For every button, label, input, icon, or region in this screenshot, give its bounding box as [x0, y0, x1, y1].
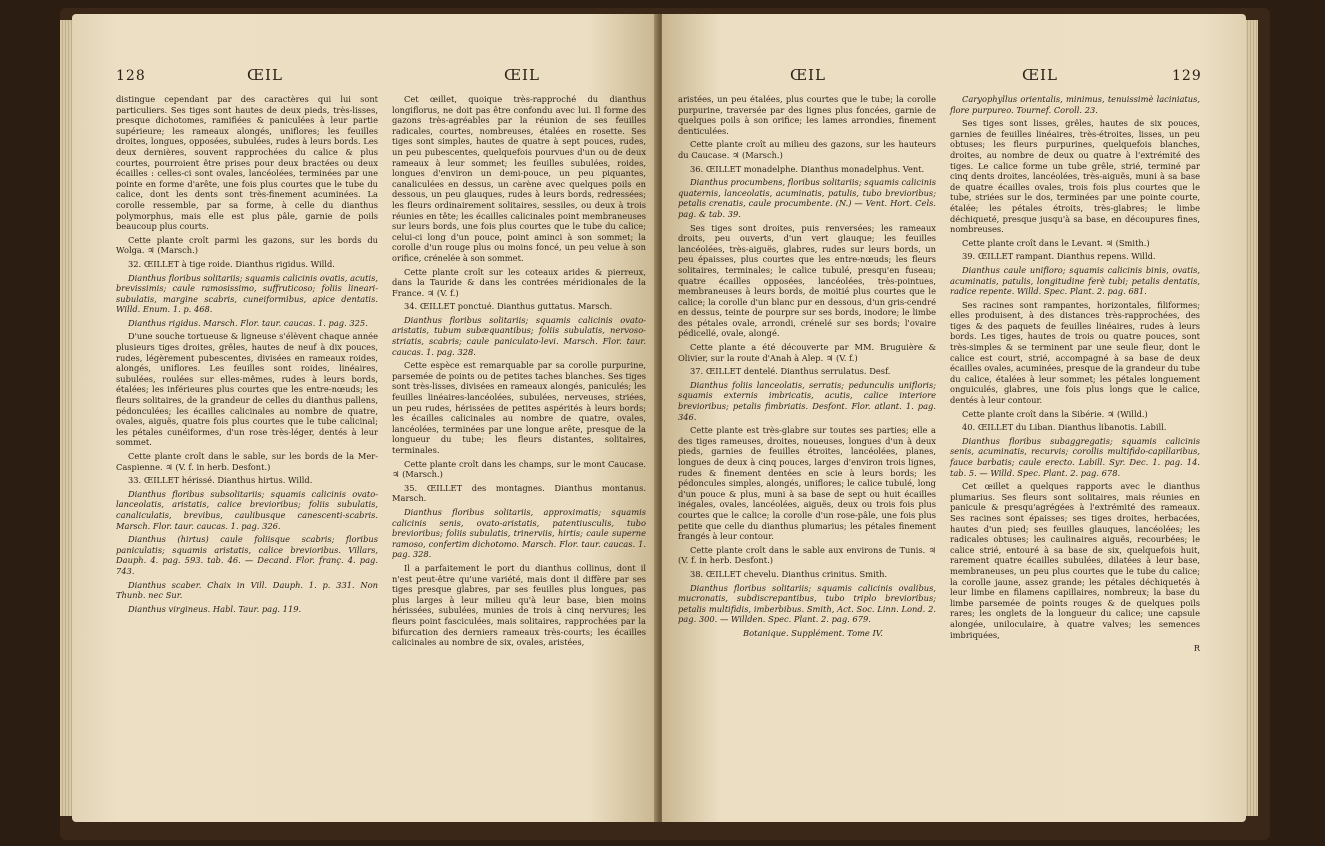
entry-heading: 33. ŒILLET hérissé. Dianthus hirtus. Willd.	[128, 475, 313, 486]
latin-diagnosis: Dianthus floribus solitariis; squamis calicinis ovato-aristatis, tubum subæquantibus; foliis subulatis, nervoso-striatis, scabris; caule paniculato-levi. Marsch. Flor. taur. caucas. 1. pag. 328.	[392, 314, 646, 357]
paragraph: Ses racines sont rampantes, horizontales, filiformes; elles produisent, à des distances très-rapprochées, des tiges & des paquets de feuilles linéaires, rudes à leurs bords. Les tiges, hautes de trois ou quatre pouces, sont très-simples & se terminent par une seule fleur, dont le calice est court, strié, accompagné à sa base de deux écailles ovales, acuminées, presque de la grandeur du tube du calice, étalées à leur sommet; les pétales longuement onguiculés, glabres, une fois plus longs que le calice, dentés à leur contour.	[950, 299, 1200, 406]
entry-heading: 39. ŒILLET rampant. Dianthus repens. Willd.	[962, 251, 1156, 262]
synonym: Dianthus scaber. Chaix in Vill. Dauph. 1. p. 331. Non Thunb. nec Sur.	[116, 579, 378, 601]
paragraph: Cette plante est très-glabre sur toutes ses parties; elle a des tiges rameuses, droites, noueuses, longues d'un à deux pieds, garnies de feuilles étroites, lancéolées, planes, longues de deux à cinq pouces, larges d'environ trois lignes, rudes & finement dentées en scie à leurs bords; les pédoncules simples, alongés, uniflores; le calice tubulé, long d'un pouce & plus, muni à sa base de sept ou huit écailles inégales, ovales, lancéolées, aiguës, deux ou trois fois plus courtes que le calice; la corolle d'un rose-pâle, une fois plus petite que celle du dianthus plumarius; les pétales finement frangés à leur contour.	[678, 425, 936, 542]
paragraph: Cette plante croît dans le sable, sur les bords de la Mer-Caspienne. ♃ (V. f. in herb. Desfont.)	[116, 451, 378, 472]
paragraph: Ses tiges sont lisses, grêles, hautes de six pouces, garnies de feuilles linéaires, très-étroites, lisses, un peu obtuses; les fleurs purpurines, quelquefois blanches, droites, au nombre de deux ou quatre à l'extrémité des tiges. Le calice forme un tube grêle, strié, terminé par cinq dents droites, lancéolées, très-aiguës, muni à sa base de quatre écailles ovales, trois fois plus courtes que le tube, striées sur le dos, terminées par une pointe courte, étalée; les pétales étroits, très-glabres; le limbe déchiqueté, presque jusqu'à sa base, en découpures fines, nombreuses.	[950, 118, 1200, 235]
paragraph: Cette plante croît dans le sable aux environs de Tunis. ♃ (V. f. in herb. Desfont.)	[678, 544, 936, 566]
entry-heading: 35. ŒILLET des montagnes. Dianthus montanus. Marsch.	[392, 482, 646, 504]
latin-diagnosis: Dianthus caule unifloro; squamis calicinis binis, ovatis, acuminatis, patulis, longitudine ferè tubi; petalis dentatis, radice repente. Willd. Spec. Plant. 2. pag. 681.	[950, 264, 1200, 297]
left-column-2	[392, 94, 646, 651]
paragraph: Cette plante croît dans les champs, sur le mont Caucase. ♃ (Marsch.)	[392, 458, 646, 480]
latin-diagnosis: Dianthus floribus subaggregatis; squamis calicinis senis, acuminatis, recurvis; corollis multifido-capillaribus, fauce barbatis; caule erecto. Labill. Syr. Dec. 1. pag. 14. tab. 5. — Willd. Spec. Plant. 2. pag. 678.	[950, 435, 1200, 478]
synonym: Dianthus (hirtus) caule foliisque scabris; floribus paniculatis; squamis aristatis, calice brevioribus. Villars, Dauph. 4. pag. 593. tab. 46. — Decand. Flor. franç. 4. pag. 743.	[116, 534, 378, 576]
latin-diagnosis: Dianthus floribus solitariis, approximatis; squamis calicinis senis, ovato-aristatis, patentiusculis, tubo brevioribus; foliis subulatis, trinerviis, hirtis; caule superne ramoso, confertim dichotomo. Marsch. Flor. taur. caucas. 1. pag. 328.	[392, 506, 646, 560]
synonym: Dianthus rigidus. Marsch. Flor. taur. caucas. 1. pag. 325.	[128, 317, 368, 328]
latin-diagnosis: Dianthus foliis lanceolatis, serratis; pedunculis unifloris; squamis externis imbricatis, acutis, calice interiore brevioribus; petalis fimbriatis. Desfont. Flor. atlant. 1. pag. 346.	[678, 379, 936, 422]
paragraph: Cette plante croît au milieu des gazons, sur les hauteurs du Caucase. ♃ (Marsch.)	[678, 139, 936, 160]
paragraph: D'une souche tortueuse & ligneuse s'élèvent chaque année plusieurs tiges droites, grêles, hautes de neuf à dix pouces, rudes, légèrement pubescentes, divisées en rameaux roides, alongés, uniflores. Les feuilles sont roides, linéaires, subulées, roulées sur elles-mêmes, rudes à leurs bords, étalées; les inférieures plus courtes que les entre-nœuds; les fleurs solitaires, de la grandeur de celles du dianthus pallens, pédonculées; les écailles calicinales au nombre de quatre, ovales, aiguës, quatre fois plus courtes que le tube calicinal; les pétales cunéiformes, d'un rose très-léger, dentés à leur sommet.	[116, 331, 378, 448]
paragraph: Il a parfaitement le port du dianthus collinus, dont il n'est peut-être qu'une variété, mais dont il diffère par ses tiges presque glabres, par ses feuilles plus longues, pas plus larges à leur milieu qu'à leur base, bien moins hérissées, subulées, munies de trois à cinq nervures; les fleurs point fasciculées, mais solitaires, rapprochées par la bifurcation des derniers rameaux très-courts; les écailles calicinales au nombre de six, ovales, aristées,	[392, 562, 646, 648]
left-column-1	[116, 94, 378, 617]
right-header-right: ŒIL	[1022, 66, 1058, 84]
latin-diagnosis: Dianthus floribus subsolitariis; squamis calicinis ovato-lanceolatis, aristatis, calice brevioribus; foliis subulatis, canaliculatis, brevibus, caulibusque canescenti-scabris. Marsch. Flor. taur. caucas. 1. pag. 326.	[116, 488, 378, 531]
synonym: Dianthus virgineus. Habl. Taur. pag. 119.	[128, 603, 302, 614]
paragraph: Cette plante croît dans la Sibérie. ♃ (Willd.)	[962, 408, 1148, 419]
paragraph: Cette plante croît parmi les gazons, sur les bords du Wolga. ♃ (Marsch.)	[116, 234, 378, 256]
right-column-1	[678, 94, 936, 642]
right-column-2	[950, 94, 1200, 657]
right-page-number: 129	[1172, 68, 1202, 84]
paragraph: Cet œillet, quoique très-rapproché du dianthus longiflorus, ne doit pas être confondu avec lui. Il forme des gazons très-agréables par la réunion de ses feuilles radicales, courtes, nombreuses, étalées en rosette. Ses tiges sont simples, hautes de quatre à sept pouces, rudes, un peu pubescentes, quelquefois pourvues d'un ou de deux rameaux à leur sommet; les feuilles subulées, roides, longues d'environ un demi-pouce, un peu piquantes, canaliculées en dessus, un carène avec quelques poils en dessous, un peu glauques, rudes à leurs bords, redressées; les fleurs ordinairement solitaires, sessiles, ou deux à trois réunies en tête; les écailles calicinales point membraneuses sur leurs bords, une fois plus courtes que le tube du calice; celui-ci long d'un pouce, point aminci à son sommet; la corolle d'un rouge plus ou moins foncé, un peu velue à son orifice, crénelée à son sommet.	[392, 94, 646, 263]
footer-signature-line: Botanique. Supplément. Tome IV.	[743, 627, 883, 638]
latin-diagnosis: Dianthus floribus solitariis; squamis calicinis ovatis, acutis, brevissimis; caule ramosissimo, suffruticoso; foliis lineari-subulatis, margine scabris, cuneiformibus, apice dentatis. Willd. Enum. 1. p. 468.	[116, 272, 378, 315]
page-edges-right	[1244, 20, 1258, 816]
entry-heading: 34. ŒILLET ponctué. Dianthus guttatus. Marsch.	[404, 301, 613, 312]
left-page-number: 128	[116, 68, 146, 84]
latin-diagnosis: Dianthus procumbens, floribus solitariis; squamis calicinis quaternis, lanceolatis, acuminatis, patulis, tubo brevioribus; petalis crenatis, caule procumbente. (N.) — Vent. Hort. Cels. pag. & tab. 39.	[678, 177, 936, 219]
paragraph: Cet œillet a quelques rapports avec le dianthus plumarius. Ses fleurs sont solitaires, mais réunies en panicule & presqu'agrégées à l'extrémité des rameaux. Ses racines sont épaisses; ses tiges droites, herbacées, hautes d'un pied; ses feuilles glauques, lancéolées; les radicales obtuses; les caulinaires aiguës, recourbées; le calice strié, entouré à sa base de six, quelquefois huit, rarement quatre écailles subulées, dilatées à leur base, membraneuses, un peu plus courtes que le tube du calice; la corolle jaune, assez grande; les pétales déchiquetés à leur limbe en filamens capillaires, nombreux; la base du limbe parsemée de points rouges & de quelques poils rares; les onglets de la longueur du calice; une capsule alongée, uniloculaire, à quatre valves; les semences imbriquées,	[950, 481, 1200, 640]
paragraph: distingue cependant par des caractères qui lui sont particuliers. Ses tiges sont hautes de deux pieds, très-lisses, presque dichotomes, ramifiées & paniculées à leur partie supérieure; les rameaux alongés, uniflores; les feuilles droites, longues, opposées, subulées, rudes à leurs bords. Les deux dernières, souvent rapprochées du calice & plus courtes, pourroient être prises pour deux bractées ou deux écailles : celles-ci sont ovales, lancéolées, terminées par une pointe en forme d'arête, une fois plus courtes que le tube du calice, dont les dents sont très-finement acuminées. La corolle ressemble, par sa forme, à celle du dianthus polymorphus, mais elle est plus pâle, garnie de poils beaucoup plus courts.	[116, 94, 378, 232]
right-header-left: ŒIL	[790, 66, 826, 84]
paragraph: Ses tiges sont droites, puis renversées; les rameaux droits, peu ouverts, d'un vert glauque; les feuilles lancéolées, très-aiguës, glabres, rudes sur leurs bords, un peu épaisses, plus courtes que les entre-nœuds; les fleurs solitaires, terminales; le calice tubulé, presqu'en fuseau; quatre écailles opposées, lancéolées, très-pointues, membraneuses à leurs bords, de moitié plus courtes que le calice; la corolle d'un blanc pur en dessous, d'un gris-cendré en dessus, teinte de pourpre sur ses bords, inodore; le limbe des pétales ovale, arrondi, crénelé sur ses bords; l'ovaire pédicellé, ovale, alongé.	[678, 222, 936, 339]
paragraph: Cette espèce est remarquable par sa corolle purpurine, parsemée de points ou de petites taches blanches. Ses tiges sont très-lisses, divisées en rameaux alongés, paniculés; les feuilles linéaires-lancéolées, subulées, nerveuses, striées, un peu rudes, hérissées de petites aspérités à leurs bords; les écailles calicinales au nombre de quatre, ovales, lancéolées, terminées par une longue arête, presque de la longueur du tube; les fleurs distantes, solitaires, terminales.	[392, 360, 646, 455]
entry-heading: 37. ŒILLET dentelé. Dianthus serrulatus. Desf.	[690, 366, 891, 377]
paragraph: aristées, un peu étalées, plus courtes que le tube; la corolle purpurine, traversée par des lignes plus foncées, garnie de quelques poils à son orifice; les lames arrondies, finement denticulées.	[678, 94, 936, 136]
entry-heading: 38. ŒILLET chevelu. Dianthus crinitus. Smith.	[690, 568, 888, 579]
entry-heading: 40. ŒILLET du Liban. Dianthus libanotis. Labill.	[962, 422, 1167, 433]
left-page	[72, 14, 658, 822]
synonym: Caryophyllus orientalis, minimus, tenuissimè laciniatus, flore purpureo. Tournef. Coroll. 23.	[950, 94, 1200, 115]
left-header-right: ŒIL	[504, 66, 540, 84]
entry-heading: 36. ŒILLET monadelphe. Dianthus monadelphus. Vent.	[690, 163, 925, 174]
signature-mark: R	[1193, 643, 1200, 654]
entry-heading: 32. ŒILLET à tige roide. Dianthus rigidus. Willd.	[128, 258, 335, 269]
latin-diagnosis: Dianthus floribus solitariis; squamis calicinis ovalibus, mucronatis, subdiscrepantibus, tubo triplo brevioribus; petalis multifidis, imberbibus. Smith, Act. Soc. Linn. Lond. 2. pag. 300. — Willden. Spec. Plant. 2. pag. 679.	[678, 582, 936, 625]
right-page	[662, 14, 1246, 822]
paragraph: Cette plante a été découverte par MM. Bruguière & Olivier, sur la route d'Anah à Alep. ♃ (V. f.)	[678, 342, 936, 363]
paragraph: Cette plante croît sur les coteaux arides & pierreux, dans la Tauride & dans les contrées méridionales de la France. ♃ (V. f.)	[392, 266, 646, 298]
paragraph: Cette plante croît dans le Levant. ♃ (Smith.)	[962, 237, 1150, 248]
left-header-left: ŒIL	[247, 66, 283, 84]
